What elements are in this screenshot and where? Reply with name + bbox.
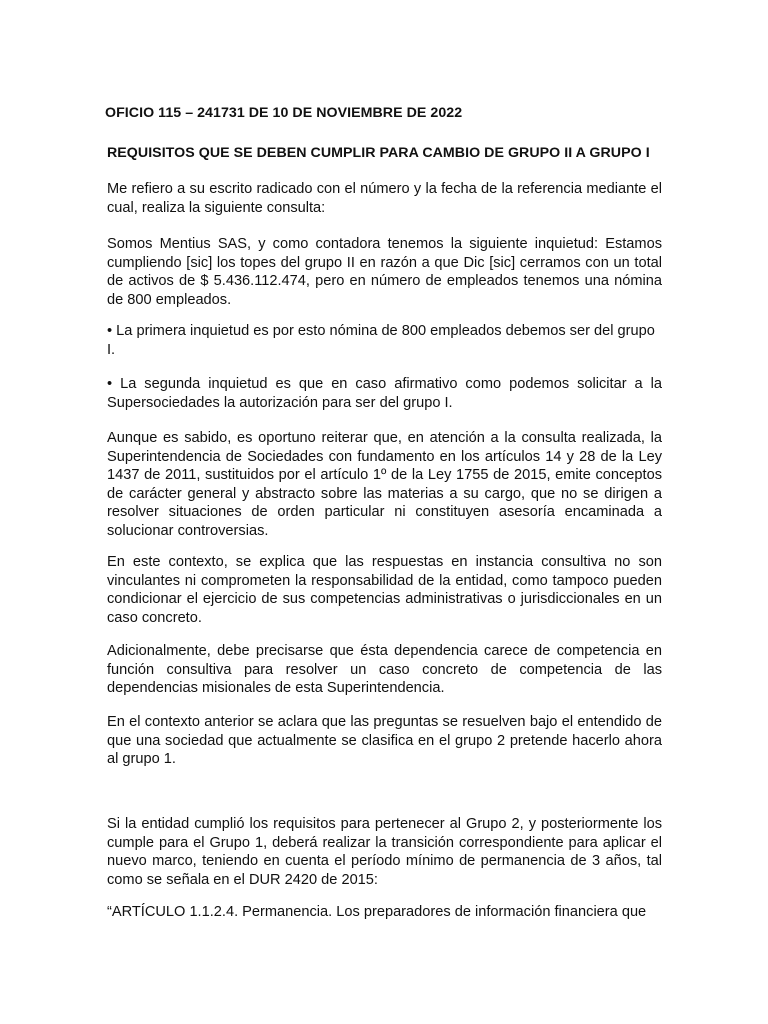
paragraph-additional: Adicionalmente, debe precisarse que ésta dependencia carece de competencia en función consultiva para resolver un caso concreto de competencia de las dependencias misionales de esta Superintendencia. <box>107 643 662 697</box>
paragraph-transition: Si la entidad cumplió los requisitos para pertenecer al Grupo 2, y posteriormente los cumple para el Grupo 1, deberá realizar la transición correspondiente para aplicar el nuevo marco, teniendo en cuenta el período mínimo de permanencia de 3 años, tal como se señala en el DUR 2420 de 2015: <box>107 816 662 888</box>
paragraph-article-quote: “ARTÍCULO 1.1.2.4. Permanencia. Los preparadores de información financiera que <box>107 904 647 920</box>
paragraph-clarification: En el contexto anterior se aclara que las preguntas se resuelven bajo el entendido de que una sociedad que actualmente se clasifica en el grupo 2 pretende hacerlo ahora al grupo 1. <box>107 714 662 768</box>
paragraph-context: En este contexto, se explica que las respuestas en instancia consultiva no son vinculantes ni comprometen la responsabilidad de la entidad, como tampoco pueden condicionar el ejercicio de sus competencias administrativas o jurisdiccionales en un caso concreto. <box>107 554 662 626</box>
document-title: OFICIO 115 – 241731 DE 10 DE NOVIEMBRE DE 2022 <box>105 105 463 121</box>
paragraph-intro: Me refiero a su escrito radicado con el número y la fecha de la referencia mediante el cual, realiza la siguiente consulta: <box>107 181 662 216</box>
paragraph-bullet-second-question: • La segunda inquietud es que en caso afirmativo como podemos solicitar a la Supersociedades la autorización para ser del grupo I. <box>107 376 662 411</box>
paragraph-bullet-first-question: • La primera inquietud es por esto nómina de 800 empleados debemos ser del grupo I. <box>107 323 655 358</box>
document-subtitle: REQUISITOS QUE SE DEBEN CUMPLIR PARA CAMBIO DE GRUPO II A GRUPO I <box>107 145 650 161</box>
paragraph-competence: Aunque es sabido, es oportuno reiterar que, en atención a la consulta realizada, la Superintendencia de Sociedades con fundamento en los artículos 14 y 28 de la Ley 1437 de 2011, sustituidos por el artículo 1º de la Ley 1755 de 2015, emite conceptos de carácter general y abstracto sobre las materias a su cargo, que no se dirigen a resolver situaciones de orden particular ni constituyen asesoría encaminada a solucionar controversias. <box>107 430 662 539</box>
paragraph-consulta: Somos Mentius SAS, y como contadora tenemos la siguiente inquietud: Estamos cumpliendo [sic] los topes del grupo II en razón a que Dic [sic] cerramos con un total de activos de $ 5.436.112.474, pero en número de empleados tenemos una nómina de 800 empleados. <box>107 236 662 308</box>
